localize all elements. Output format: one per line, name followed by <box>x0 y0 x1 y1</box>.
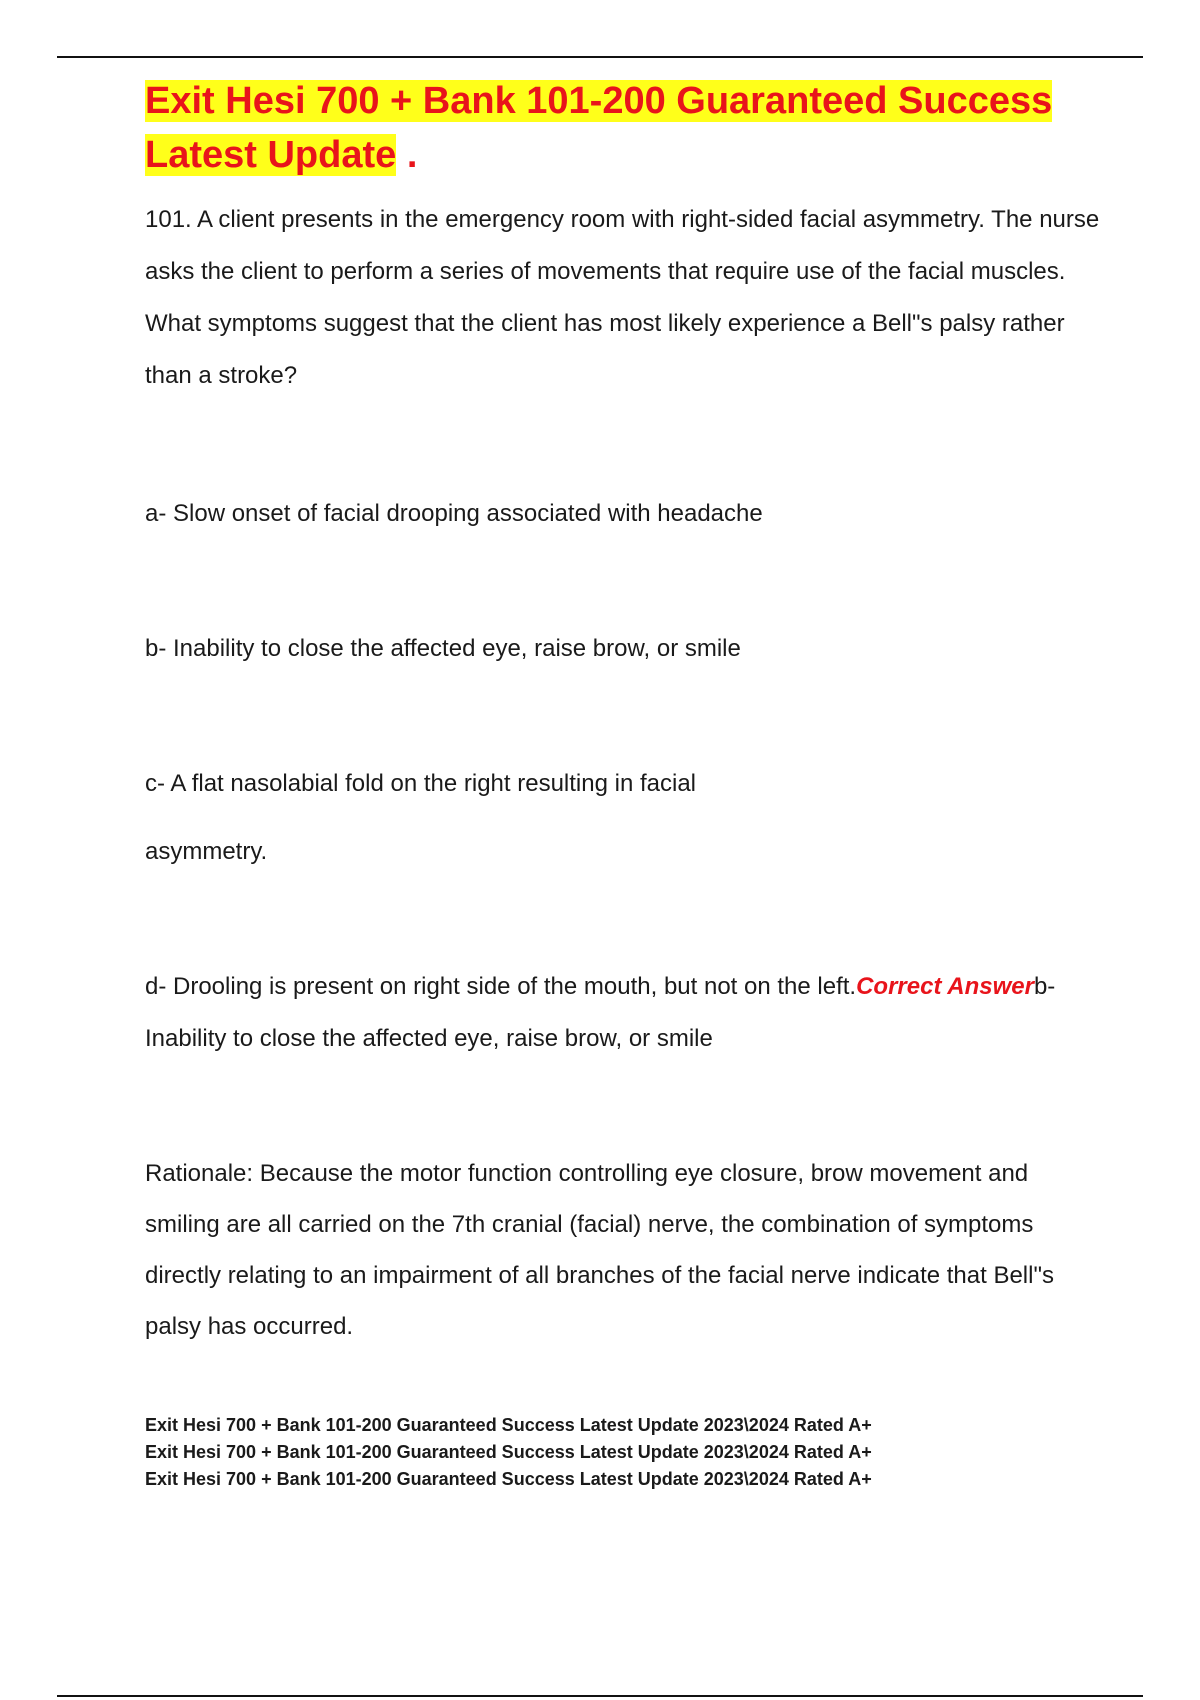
document-title <box>145 74 1105 182</box>
footer-line-1: Exit Hesi 700 + Bank 101-200 Guaranteed Success Latest Update 2023\2024 Rated A+ <box>145 1415 872 1435</box>
rationale-text: Rationale: Because the motor function controlling eye closure, brow movement and smiling are all carried on the 7th cranial (facial) nerve, the combination of symptoms directly relating to an impairment of all branches of the facial nerve indicate that Bell"s palsy has occurred. <box>145 1160 1054 1340</box>
title-line-1: Exit Hesi 700 + Bank 101-200 Guaranteed Success <box>145 80 1053 122</box>
option-b: b- Inability to close the affected eye, raise brow, or smile <box>145 635 741 662</box>
option-c-line-1: c- A flat nasolabial fold on the right resulting in facial <box>145 770 696 797</box>
option-d: d- Drooling is present on right side of the mouth, but not on the left. <box>145 973 857 1000</box>
title-line-2: Latest Update <box>145 134 397 176</box>
correct-answer-text: b- Inability to close the affected eye, raise brow, or smile <box>145 973 1056 1052</box>
bottom-rule <box>57 1695 1143 1697</box>
option-c-line-2: asymmetry. <box>145 838 268 865</box>
option-a: a- Slow onset of facial drooping associated with headache <box>145 500 763 527</box>
option-d-with-answer <box>145 961 1105 1065</box>
question-text: 101. A client presents in the emergency room with right-sided facial asymmetry. The nurse asks the client to perform a series of movements that require use of the facial muscles. What symptoms suggest that the client has most likely experience a Bell"s palsy rather than a stroke? <box>145 206 1100 389</box>
footer-block <box>145 1412 1105 1493</box>
document-body <box>145 74 1105 1493</box>
footer-line-3: Exit Hesi 700 + Bank 101-200 Guaranteed Success Latest Update 2023\2024 Rated A+ <box>145 1469 872 1489</box>
top-rule <box>57 56 1143 58</box>
title-suffix: . <box>396 134 418 176</box>
correct-answer-label: Correct Answer <box>856 973 1034 1000</box>
footer-line-2: Exit Hesi 700 + Bank 101-200 Guaranteed Success Latest Update 2023\2024 Rated A+ <box>145 1442 872 1462</box>
